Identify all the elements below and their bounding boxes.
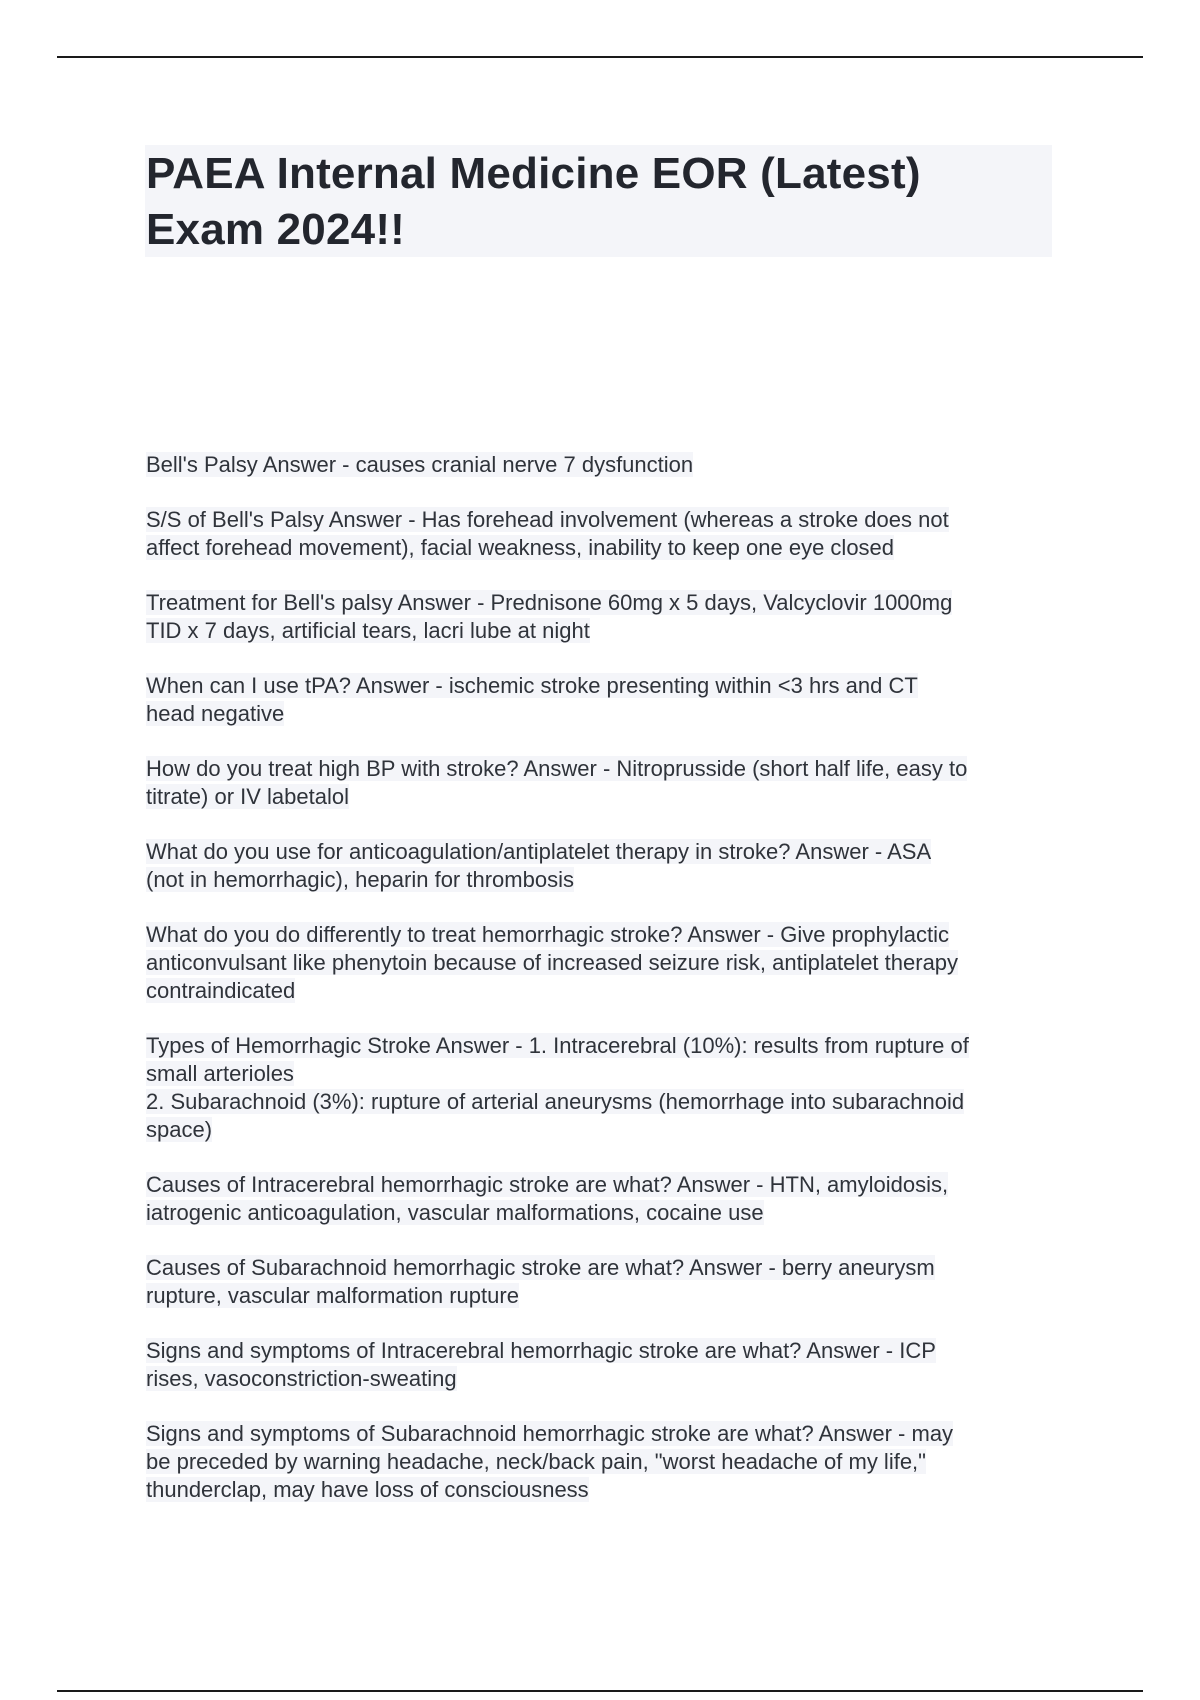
qa-item <box>146 506 1066 562</box>
qa-line <box>146 506 1066 534</box>
qa-line <box>146 617 1066 645</box>
top-rule <box>57 56 1143 58</box>
qa-line-text: Bell's Palsy Answer - causes cranial nerve 7 dysfunction <box>146 452 694 477</box>
qa-line-text: Treatment for Bell's palsy Answer - Prednisone 60mg x 5 days, Valcyclovir 1000mg <box>146 590 953 615</box>
title-line-1: PAEA Internal Medicine EOR (Latest) <box>146 149 921 198</box>
qa-line <box>146 451 1066 479</box>
qa-line-text: rupture, vascular malformation rupture <box>146 1283 519 1308</box>
qa-line <box>146 783 1066 811</box>
qa-line <box>146 700 1066 728</box>
qa-line-text: How do you treat high BP with stroke? Answer - Nitroprusside (short half life, easy to <box>146 756 968 781</box>
qa-item <box>146 1032 1066 1144</box>
qa-line <box>146 1254 1066 1282</box>
qa-line <box>146 1088 1066 1116</box>
qa-line-text: anticonvulsant like phenytoin because of increased seizure risk, antiplatelet therapy <box>146 950 959 975</box>
qa-line-text: affect forehead movement), facial weakness, inability to keep one eye closed <box>146 535 895 560</box>
qa-line-text: What do you use for anticoagulation/antiplatelet therapy in stroke? Answer - ASA <box>146 839 932 864</box>
qa-line <box>146 672 1066 700</box>
qa-line-text: thunderclap, may have loss of consciousness <box>146 1477 589 1502</box>
qa-line <box>146 1116 1066 1144</box>
qa-line-text: small arterioles <box>146 1061 294 1086</box>
qa-line-text: iatrogenic anticoagulation, vascular malformations, cocaine use <box>146 1200 764 1225</box>
qa-line <box>146 921 1066 949</box>
qa-item <box>146 1337 1066 1393</box>
qa-line-text: What do you do differently to treat hemorrhagic stroke? Answer - Give prophylactic <box>146 922 949 947</box>
qa-line <box>146 755 1066 783</box>
qa-line-text: TID x 7 days, artificial tears, lacri lube at night <box>146 618 590 643</box>
bottom-rule <box>57 1690 1143 1692</box>
qa-line <box>146 1060 1066 1088</box>
qa-line-text: contraindicated <box>146 978 296 1003</box>
qa-line <box>146 838 1066 866</box>
qa-line-text: Causes of Subarachnoid hemorrhagic stroke are what? Answer - berry aneurysm <box>146 1255 935 1280</box>
qa-line <box>146 1365 1066 1393</box>
qa-line <box>146 1420 1066 1448</box>
qa-line-text: S/S of Bell's Palsy Answer - Has forehead involvement (whereas a stroke does not <box>146 507 949 532</box>
qa-line-text: titrate) or IV labetalol <box>146 784 349 809</box>
page-title <box>146 146 1046 258</box>
qa-item <box>146 451 1066 479</box>
qa-item <box>146 1171 1066 1227</box>
qa-line-text: Types of Hemorrhagic Stroke Answer - 1. Intracerebral (10%): results from rupture of <box>146 1033 969 1058</box>
qa-line <box>146 1448 1066 1476</box>
qa-line-text: When can I use tPA? Answer - ischemic stroke presenting within <3 hrs and CT <box>146 673 918 698</box>
qa-item <box>146 755 1066 811</box>
qa-line-text: (not in hemorrhagic), heparin for thrombosis <box>146 867 574 892</box>
qa-line <box>146 1282 1066 1310</box>
qa-line <box>146 1032 1066 1060</box>
qa-line <box>146 1171 1066 1199</box>
qa-item <box>146 589 1066 645</box>
qa-line-text: 2. Subarachnoid (3%): rupture of arterial aneurysms (hemorrhage into subarachnoid <box>146 1089 965 1114</box>
qa-line <box>146 1337 1066 1365</box>
qa-line-text: be preceded by warning headache, neck/back pain, "worst headache of my life," <box>146 1449 926 1474</box>
qa-item <box>146 1254 1066 1310</box>
qa-line-text: head negative <box>146 701 285 726</box>
qa-line-text: space) <box>146 1117 213 1142</box>
qa-line <box>146 1199 1066 1227</box>
qa-line <box>146 977 1066 1005</box>
qa-item <box>146 672 1066 728</box>
qa-item <box>146 921 1066 1005</box>
qa-item <box>146 838 1066 894</box>
qa-item <box>146 1420 1066 1504</box>
qa-line-text: Causes of Intracerebral hemorrhagic stroke are what? Answer - HTN, amyloidosis, <box>146 1172 949 1197</box>
qa-line <box>146 589 1066 617</box>
qa-line-text: rises, vasoconstriction-sweating <box>146 1366 457 1391</box>
qa-line-text: Signs and symptoms of Intracerebral hemorrhagic stroke are what? Answer - ICP <box>146 1338 936 1363</box>
qa-line <box>146 1476 1066 1504</box>
qa-line <box>146 866 1066 894</box>
qa-line-text: Signs and symptoms of Subarachnoid hemorrhagic stroke are what? Answer - may <box>146 1421 954 1446</box>
qa-line <box>146 534 1066 562</box>
qa-list <box>146 451 1066 1531</box>
title-line-2: Exam 2024!! <box>146 205 406 254</box>
qa-line <box>146 949 1066 977</box>
